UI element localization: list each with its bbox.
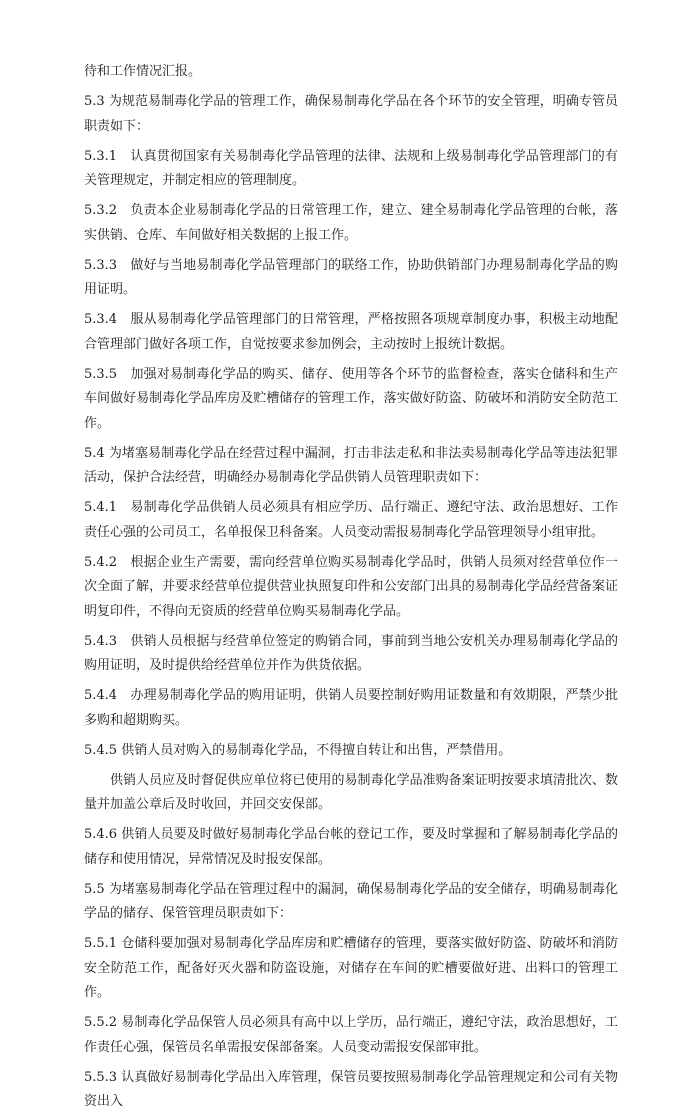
paragraph-5-3-4: 5.3.4 服从易制毒化学品管理部门的日常管理，严格按照各项规章制度办事，积极主动地配合管理部门做好各项工作，自觉按要求参加例会，主动按时上报统计数据。: [84, 312, 618, 352]
paragraph-continuation: 待和工作情况汇报。: [84, 64, 202, 79]
paragraph-5-5-1: 5.5.1 仓储科要加强对易制毒化学品库房和贮槽储存的管理，要落实做好防盗、防破坏和消防安全防范工作，配备好灭火器和防盗设施，对储存在车间的贮槽要做好进、出料口的管理工作。: [84, 936, 618, 1000]
paragraph-5-4-6: 5.4.6 供销人员要及时做好易制毒化学品台帐的登记工作，要及时掌握和了解易制毒化学品的储存和使用情况，异常情况及时报安保部。: [84, 827, 618, 867]
paragraph-5-3-5: 5.3.5 加强对易制毒化学品的购买、储存、使用等各个环节的监督检查，落实仓储科和生产车间做好易制毒化学品库房及贮槽储存的管理工作，落实做好防盗、防破坏和消防安全防范工作。: [84, 366, 618, 431]
paragraph-5-4-3: 5.4.3 供销人员根据与经营单位签定的购销合同，事前到当地公安机关办理易制毒化学品的购用证明，及时提供给经营单位并作为供货依据。: [84, 633, 618, 673]
paragraph-5-5-2: 5.5.2 易制毒化学品保管人员必须具有高中以上学历，品行端正，遵纪守法，政治思想好，工作责任心强，保管员名单需报安保部备案。人员变动需报安保部审批。: [84, 1015, 618, 1055]
paragraph-5-3-1: 5.3.1 认真贯彻国家有关易制毒化学品管理的法律、法规和上级易制毒化学品管理部门的有关管理规定，并制定相应的管理制度。: [84, 148, 618, 188]
paragraph-5-4-5-note: 供销人员应及时督促供应单位将已使用的易制毒化学品准购备案证明按要求填清批次、数量并加盖公章后及时收回，并回交安保部。: [84, 772, 618, 812]
paragraph-5-4-2: 5.4.2 根据企业生产需要，需向经营单位购买易制毒化学品时，供销人员须对经营单位作一次全面了解，并要求经营单位提供营业执照复印件和公安部门出具的易制毒化学品经营备案证明复印件，不得向无资质的经营单位购买易制毒化学品。: [84, 554, 618, 619]
paragraph-5-4-5: 5.4.5 供销人员对购入的易制毒化学品，不得擅自转让和出售，严禁借用。: [84, 742, 512, 758]
paragraph-5-5: 5.5 为堵塞易制毒化学品在管理过程中的漏洞，确保易制毒化学品的安全储存，明确易制毒化学品的储存、保管管理员职责如下：: [84, 881, 618, 921]
paragraph-5-3-2: 5.3.2 负责本企业易制毒化学品的日常管理工作，建立、建全易制毒化学品管理的台帐，落实供销、仓库、车间做好相关数据的上报工作。: [84, 203, 618, 243]
paragraph-5-4-4: 5.4.4 办理易制毒化学品的购用证明，供销人员要控制好购用证数量和有效期限，严禁少批多购和超期购买。: [84, 688, 618, 728]
paragraph-5-5-3: 5.5.3 认真做好易制毒化学品出入库管理，保管员要按照易制毒化学品管理规定和公司有关物资出入: [84, 1069, 618, 1109]
document-page: [84, 60, 618, 1120]
paragraph-5-4: 5.4 为堵塞易制毒化学品在经营过程中漏洞，打击非法走私和非法卖易制毒化学品等违法犯罪活动，保护合法经营，明确经办易制毒化学品供销人员管理职责如下：: [84, 445, 618, 485]
paragraph-5-3-3: 5.3.3 做好与当地易制毒化学品管理部门的联络工作，协助供销部门办理易制毒化学品的购用证明。: [84, 257, 618, 297]
paragraph-5-4-1: 5.4.1 易制毒化学品供销人员必须具有相应学历、品行端正、遵纪守法、政治思想好、工作责任心强的公司员工，名单报保卫科备案。人员变动需报易制毒化学品管理领导小组审批。: [84, 500, 618, 540]
paragraph-5-3: 5.3 为规范易制毒化学品的管理工作，确保易制毒化学品在各个环节的安全管理，明确专管员职责如下：: [84, 94, 618, 134]
